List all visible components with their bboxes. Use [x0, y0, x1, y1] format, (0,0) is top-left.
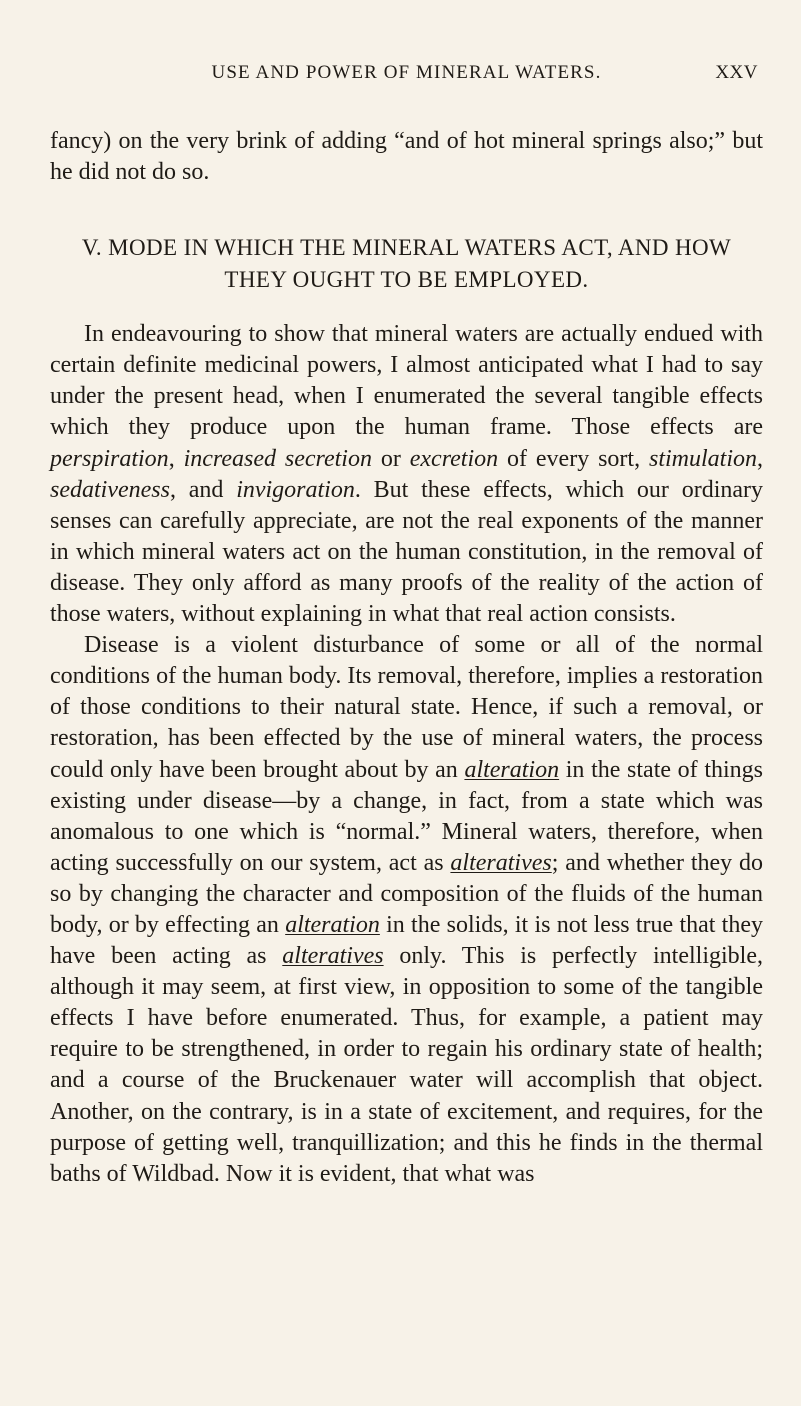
- paragraph-1-and: , and: [169, 476, 237, 503]
- page-number: XXV: [715, 62, 758, 83]
- section-heading-line-1: V. MODE IN WHICH THE MINERAL WATERS ACT, AND HOW: [81, 235, 732, 261]
- paragraph-1-text-b: . But these effects, which our ordinary senses can carefully appreciate, are not the real exponents of the manner in which mineral waters act on the human constitution, in the removal of disease. They only afford as many proofs of the reality of the action of those waters, without explaining in what that real action consists.: [50, 476, 763, 628]
- section-heading-line-2: THEY OUGHT TO BE EMPLOYED.: [224, 267, 589, 293]
- page-body: [50, 126, 763, 1190]
- section-heading: [50, 232, 763, 296]
- paragraph-2-text-d: in the solids, it is not less true that they have been acting as: [50, 911, 763, 970]
- paragraph-1-of-every-sort: of every sort,: [498, 445, 649, 472]
- italic-stimulation: stimulation: [648, 445, 757, 472]
- italic-alteration-2: alteration: [285, 911, 380, 938]
- paragraph-2-text-a: Disease is a violent disturbance of some or all of the normal conditions of the human body. Its removal, therefore, implies a restoration of those conditions to their natural state. Hence, if such a removal, or restoration, has been effected by the use of mineral waters, the process could only have been brought about by an: [50, 632, 763, 783]
- paragraph-1: [50, 319, 763, 630]
- italic-alteratives-2: alteratives: [282, 943, 384, 970]
- italic-increased-secretion: increased secretion: [183, 445, 372, 472]
- italic-alteratives-1: alteratives: [450, 849, 552, 876]
- paragraph-2-text-c: ; and whether they do so by changing the character and composition of the fluids of the human body, or by effecting an: [50, 849, 764, 938]
- running-header: [50, 56, 763, 92]
- italic-perspiration: perspiration: [50, 445, 169, 472]
- italic-excretion: excretion: [409, 445, 499, 472]
- paragraph-1-or: or: [371, 445, 410, 472]
- paragraph-2: [50, 630, 763, 1190]
- paragraph-1-comma-1: ,: [168, 445, 184, 472]
- paragraph-1-comma-2: ,: [757, 445, 763, 472]
- paragraph-1-text-a: In endeavouring to show that mineral waters are actually endued with certain definite medicinal powers, I almost anticipated what I had to say under the present head, when I enumerated the several tangible effects which they produce upon the human frame. Those effects are: [50, 321, 763, 441]
- italic-sedativeness: sedativeness: [50, 476, 170, 503]
- opening-paragraph: fancy) on the very brink of adding “and of hot mineral springs also;” but he did not do so.: [50, 128, 763, 186]
- italic-alteration-1: alteration: [464, 756, 560, 783]
- paragraph-2-text-e: only. This is perfectly intelligible, although it may seem, at first view, in opposition to some of the tangible effects I have before enumerated. Thus, for example, a patient may require to be strengthened, in order to regain his ordinary state of health; and a course of the Bruckenauer water will accomplish that object. Another, on the contrary, is in a state of excitement, and requires, for the purpose of getting well, tranquillization; and this he finds in the thermal baths of Wildbad. Now it is evident, that what was: [50, 943, 763, 1187]
- running-title: USE AND POWER OF MINERAL WATERS.: [211, 62, 602, 83]
- paragraph-2-text-b: in the state of things existing under disease—by a change, in fact, from a state which was anomalous to one which is “normal.” Mineral waters, therefore, when acting successfully on our system, act as: [50, 756, 763, 876]
- italic-invigoration: invigoration: [236, 476, 355, 503]
